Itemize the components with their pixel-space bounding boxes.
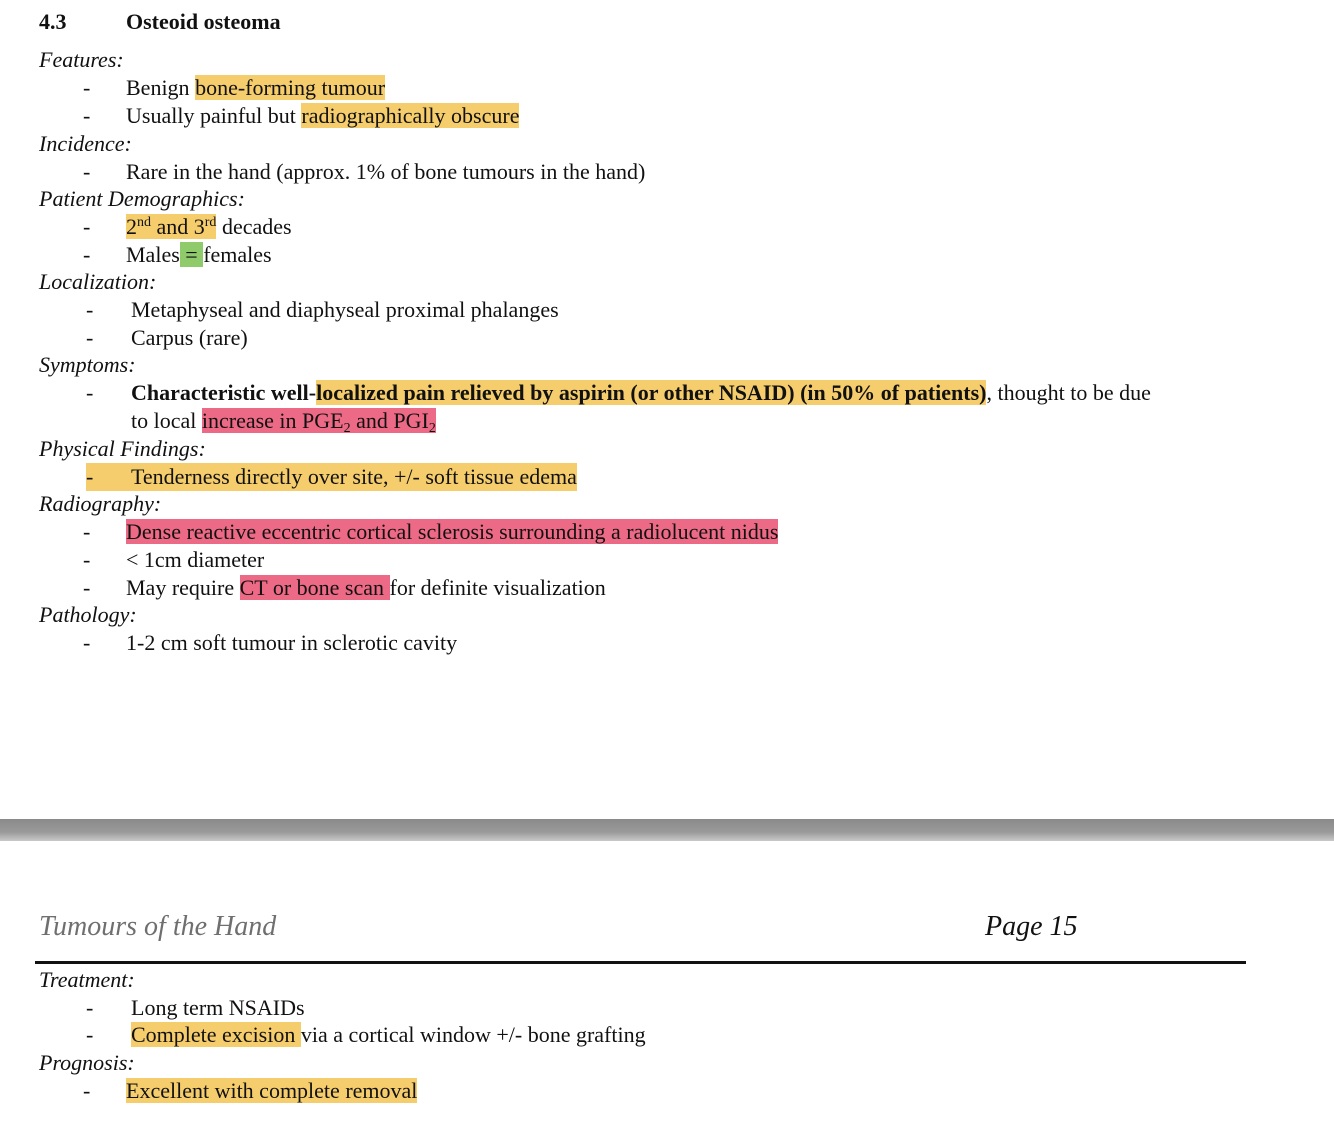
page-number: Page 15 (985, 911, 1078, 942)
physical-label: Physical Findings: (39, 436, 206, 461)
symptoms-bold-text: Characteristic well- (131, 380, 317, 405)
bullet-dash: - (83, 547, 91, 572)
females-text: females (203, 242, 272, 267)
bullet-dash: - (83, 214, 91, 239)
demographics-decades (126, 213, 292, 241)
section-number: 4.3 (39, 9, 67, 34)
highlight-yellow (126, 214, 216, 239)
highlight-red: CT or bone scan (239, 575, 390, 600)
localization-item-1: Metaphyseal and diaphyseal proximal phalanges (131, 297, 559, 322)
subscript: 2 (343, 421, 351, 436)
radiography-item-1 (126, 518, 778, 546)
highlight-red: Dense reactive eccentric cortical sclerosis surrounding a radiolucent nidus (126, 519, 779, 544)
symptoms-item-line-1 (131, 379, 1151, 407)
ordinal-suffix: nd (137, 215, 151, 230)
treatment-item-2-text: via a cortical window +/- bone grafting (300, 1022, 646, 1047)
localization-item-2: Carpus (rare) (131, 325, 248, 350)
header-rule (35, 961, 1246, 964)
bullet-dash: - (86, 464, 94, 489)
localization-label: Localization: (39, 269, 157, 294)
decades-text: decades (216, 214, 292, 239)
features-label: Features: (39, 47, 124, 72)
section-title: Osteoid osteoma (126, 9, 281, 34)
radiography-item-2: < 1cm diameter (126, 547, 265, 572)
pathology-item: 1-2 cm soft tumour in sclerotic cavity (126, 630, 458, 655)
treatment-item-1: Long term NSAIDs (131, 995, 305, 1020)
bullet-dash: - (83, 519, 91, 544)
treatment-label: Treatment: (39, 967, 135, 992)
radiography-item-3-text: May require (126, 575, 240, 600)
features-item-2 (126, 102, 519, 130)
bullet-dash: - (86, 297, 94, 322)
prognosis-label: Prognosis: (39, 1050, 135, 1075)
symptoms-line2-text: to local (131, 408, 202, 433)
bullet-dash: - (83, 242, 91, 267)
bullet-dash: - (83, 575, 91, 600)
symptoms-rest-text: , thought to be due (986, 380, 1151, 405)
pge-text: increase in PGE (201, 408, 344, 433)
decade-3: and 3 (151, 214, 205, 239)
highlight-yellow: radiographically obscure (301, 103, 520, 128)
section-heading (39, 9, 281, 35)
features-item-1 (126, 74, 385, 102)
radiography-item-3-rest: for definite visualization (389, 575, 606, 600)
treatment-item-2 (131, 1021, 646, 1049)
bullet-dash: - (86, 1022, 94, 1047)
features-item-2-text: Usually painful but (126, 103, 302, 128)
demographics-label: Patient Demographics: (39, 186, 245, 211)
highlight-yellow: localized pain relieved by aspirin (or other NSAID) (in 50% of patients) (316, 380, 987, 405)
ordinal-suffix: rd (204, 215, 217, 230)
bullet-dash: - (83, 1078, 91, 1103)
highlight-red (201, 408, 436, 436)
decade-2: 2 (126, 214, 137, 239)
incidence-label: Incidence: (39, 131, 132, 156)
bullet-dash: - (83, 103, 91, 128)
highlight-yellow: Excellent with complete removal (126, 1078, 418, 1103)
symptoms-label: Symptoms: (39, 352, 136, 377)
prognosis-item (126, 1077, 417, 1105)
subscript: 2 (428, 421, 436, 436)
highlight-yellow: Complete excision (131, 1022, 301, 1047)
highlight-yellow: bone-forming tumour (195, 75, 386, 100)
bullet-dash: - (83, 630, 91, 655)
physical-item-text: Tenderness directly over site, +/- soft tissue edema (131, 464, 577, 489)
radiography-item-3 (126, 574, 606, 602)
pathology-label: Pathology: (39, 602, 137, 627)
demographics-sex (126, 241, 272, 269)
incidence-item: Rare in the hand (approx. 1% of bone tumours in the hand) (126, 159, 646, 184)
males-text: Males (126, 242, 180, 267)
pgi-text: and PGI (350, 408, 429, 433)
highlight-green: = (179, 242, 204, 267)
bullet-dash: - (83, 159, 91, 184)
symptoms-item-line-2 (131, 407, 436, 435)
radiography-label: Radiography: (39, 491, 162, 516)
bullet-dash: - (86, 995, 94, 1020)
bullet-dash: - (86, 325, 94, 350)
bullet-dash: - (86, 380, 94, 405)
bullet-dash: - (83, 75, 91, 100)
running-title: Tumours of the Hand (39, 911, 277, 942)
features-item-1-text: Benign (126, 75, 196, 100)
page-break (0, 819, 1334, 841)
physical-item (86, 463, 577, 491)
